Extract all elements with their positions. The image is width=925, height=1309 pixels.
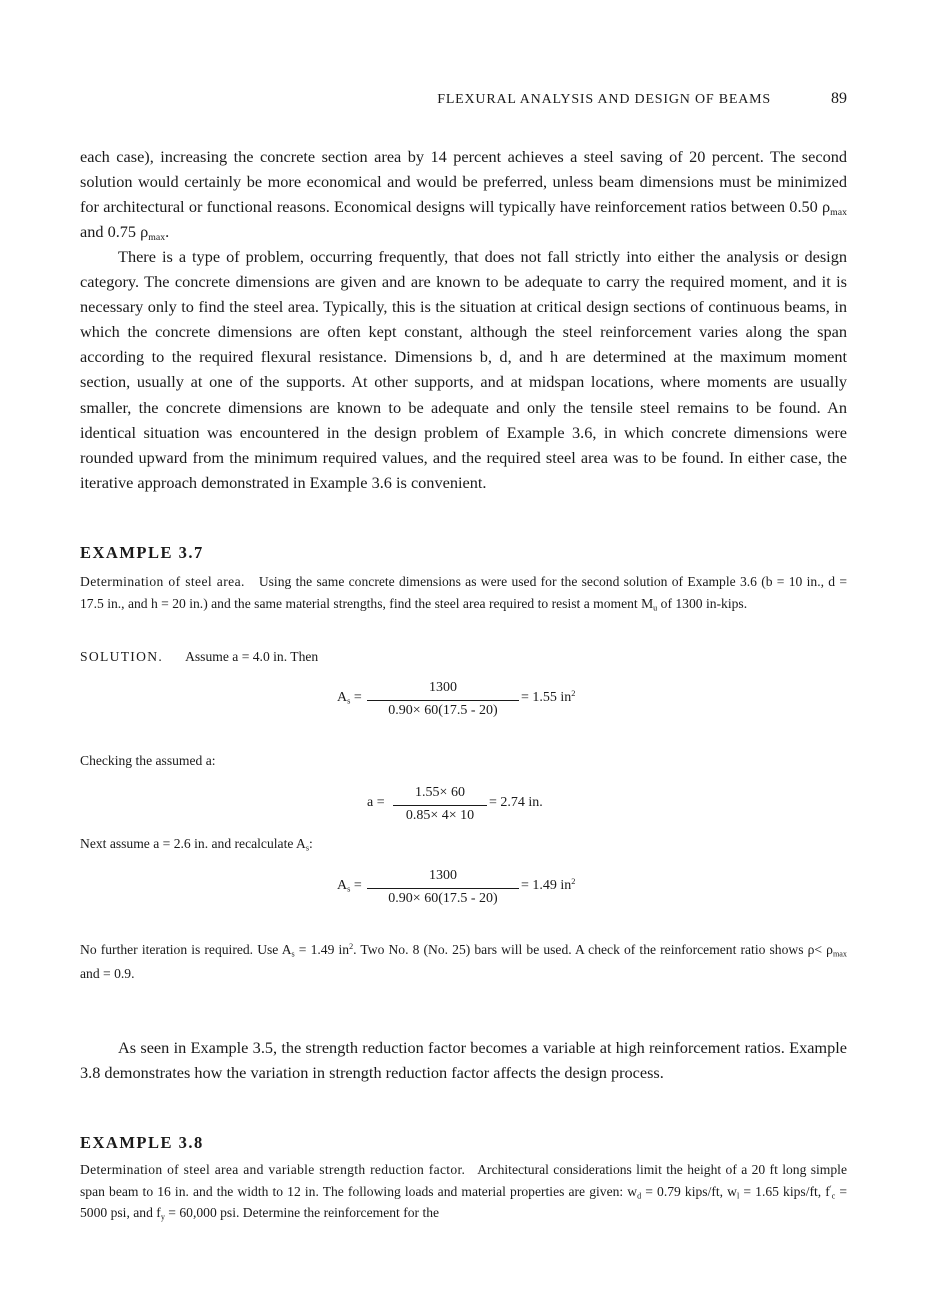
- numerator: 1300: [429, 868, 457, 883]
- paragraph-variable-phi: As seen in Example 3.5, the strength reduction factor becomes a variable at high reinforcement ratios. Example 3.8 demonstrates how the variation in strength reduction factor affects the design process.: [80, 1038, 847, 1083]
- example-3-7-lead: Determination of steel area.: [80, 574, 245, 589]
- example-3-8-lead: Determination of steel area and variable strength reduction factor.: [80, 1162, 466, 1177]
- page-number: 89: [831, 90, 847, 107]
- fraction-bar: [367, 888, 519, 889]
- equation-as-first: $A_s$ = 1300 0.90× 60(17.5 - 20) = 1.55 $in^2$: [337, 680, 576, 718]
- fraction-bar: [367, 700, 519, 701]
- equation-as-second: $A_s$ = 1300 0.90× 60(17.5 - 20) = 1.49 $in^2$: [337, 868, 576, 906]
- example-3-7-title: EXAMPLE 3.7: [80, 543, 204, 562]
- denominator: 0.90× 60(17.5 - 20): [388, 891, 498, 906]
- fraction-bar: [393, 805, 487, 806]
- page-header: [80, 90, 847, 112]
- example-3-8-title: EXAMPLE 3.8: [80, 1133, 204, 1152]
- solution-label: SOLUTION.: [80, 649, 164, 664]
- denominator: 0.85× 4× 10: [405, 808, 475, 823]
- solution-line: SOLUTION. Assume a = 4.0 in. Then: [80, 649, 319, 664]
- example-3-7-conclusion: No further iteration is required. Use $A_s = 1.49$ $in^2$. Two No. 8 (No. 25) bars will be used. A check of the reinforcement ratio shows $\rho< \rho_{max}$ and = 0.9.: [80, 942, 847, 981]
- denominator: 0.90× 60(17.5 - 20): [388, 703, 498, 718]
- numerator: 1.55× 60: [415, 785, 465, 800]
- next-assume-line: Next assume a = 2.6 in. and recalculate $A_s$:: [80, 836, 313, 853]
- numerator: 1300: [429, 680, 457, 695]
- example-3-8-problem: Determination of steel area and variable strength reduction factor. Architectural considerations limit the height of a 20 ft long simple span beam to 16 in. and the width to 12 in. The following loads and material properties are given: $w_d = 0.79$ kips/ft, $w_l = 1.65$ kips/ft, $f'_c = 5000$ psi, and $f_y = 60,000$ psi. Determine the reinforcement for the: [80, 1162, 848, 1222]
- check-line: Checking the assumed a:: [80, 753, 216, 768]
- paragraph-problem-type: There is a type of problem, occurring frequently, that does not fall strictly into either the analysis or design category. The concrete dimensions are given and are known to be adequate to carry the required moment, and it is necessary only to find the steel area. Typically, this is the situation at critical design sections of continuous beams, in which the concrete dimensions are often kept constant, although the steel reinforcement varies along the span according to the required flexural resistance. Dimensions b, d, and h are determined at the maximum moment section, usually at one of the supports. At other supports, and at midspan locations, where moments are usually smaller, the concrete dimensions are known to be adequate and only the tensile steel remains to be found. An identical situation was encountered in the design problem of Example 3.6, in which concrete dimensions were rounded upward from the minimum required values, and the required steel area was to be found. In either case, the iterative approach demonstrated in Example 3.6 is convenient.: [80, 247, 847, 492]
- equation-a-check: a = 1.55× 60 0.85× 4× 10 = 2.74 in.: [367, 785, 543, 823]
- example-3-7-problem: Determination of steel area. Using the same concrete dimensions as were used for the second solution of Example 3.6 (b = 10 in., d = 17.5 in., and h = 20 in.) and the same material strengths, find the steel area required to resist a moment $M_u$ of 1300 in-kips.: [80, 574, 847, 613]
- running-title: FLEXURAL ANALYSIS AND DESIGN OF BEAMS: [437, 92, 771, 107]
- paragraph-intro: each case), increasing the concrete section area by 14 percent achieves a steel saving of 20 percent. The second solution would certainly be more economical and would be preferred, unless beam dimensions must be minimized for architectural or functional reasons. Economical designs will typically have reinforcement ratios between 0.50 $\rho_{max}$ and 0.75 $\rho_{max}$.: [80, 147, 847, 244]
